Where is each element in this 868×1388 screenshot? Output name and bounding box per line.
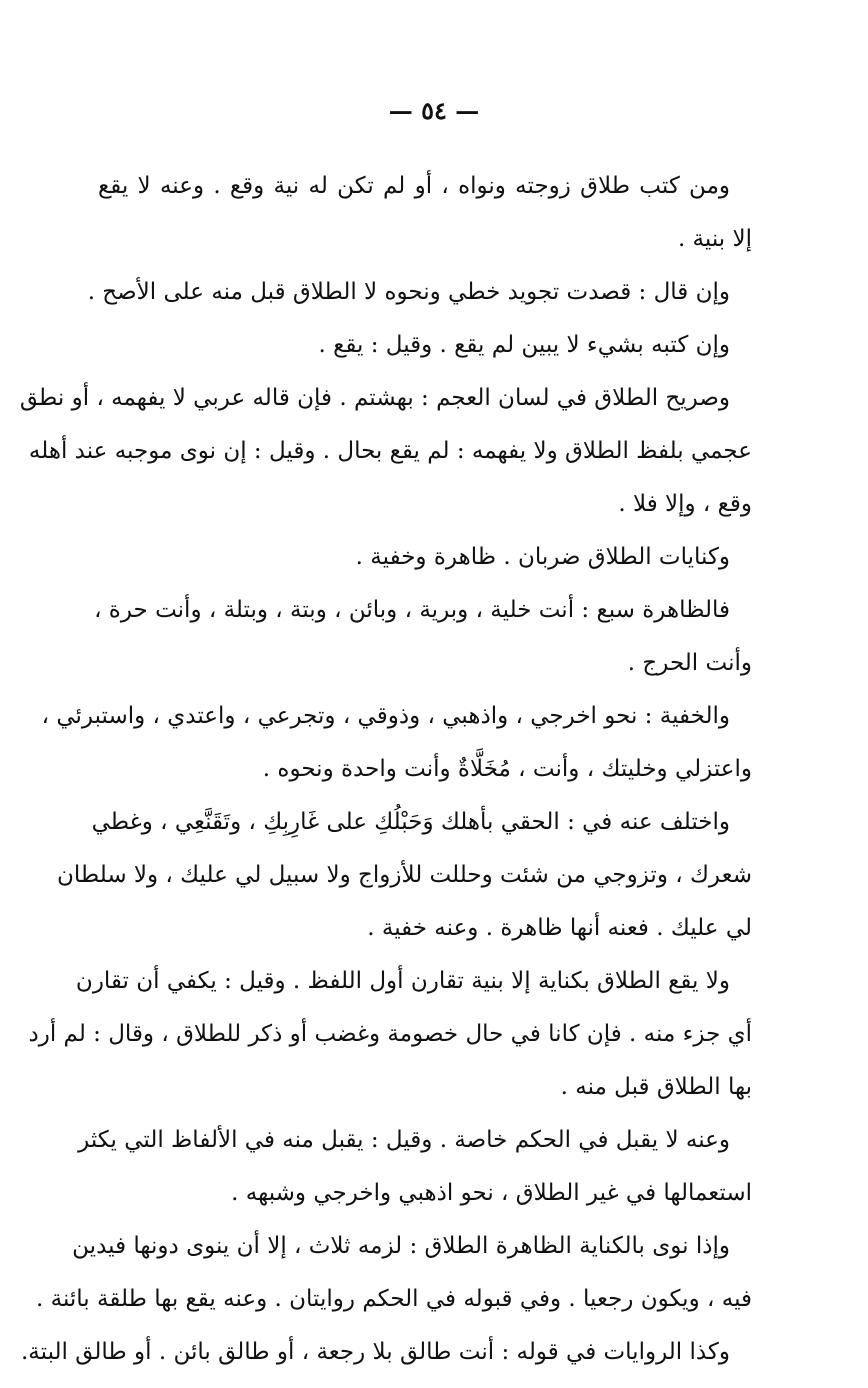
body-text bbox=[19, 160, 752, 1379]
text-line-21: وإذا نوى بالكناية الظاهرة الطلاق : لزمه ثلاث ، إلا أن ينوى دونها فيدين bbox=[72, 1233, 730, 1259]
text-line-11: والخفية : نحو اخرجي ، واذهبي ، وذوقي ، وتجرعي ، واعتدي ، واستبرئي ، bbox=[41, 703, 730, 729]
text-line-23: وكذا الروايات في قوله : أنت طالق بلا رجعة ، أو طالق بائن . أو طالق البتة. bbox=[20, 1339, 730, 1365]
text-line-19: وعنه لا يقبل في الحكم خاصة . وقيل : يقبل منه في الألفاظ التي يكثر bbox=[78, 1127, 730, 1153]
text-line-8: وكنايات الطلاق ضربان . ظاهرة وخفية . bbox=[355, 544, 730, 570]
text-line-15: لي عليك . فعنه أنها ظاهرة . وعنه خفية . bbox=[367, 915, 752, 941]
text-line-9: فالظاهرة سبع : أنت خلية ، وبرية ، وبائن ، وبتة ، وبتلة ، وأنت حرة ، bbox=[94, 597, 730, 623]
text-line-4: وإن كتبه بشيء لا يبين لم يقع . وقيل : يقع . bbox=[318, 332, 730, 358]
text-line-6: عجمي بلفظ الطلاق ولا يفهمه : لم يقع بحال . وقيل : إن نوى موجبه عند أهله bbox=[28, 438, 752, 464]
text-line-17: أي جزء منه . فإن كانا في حال خصومة وغضب أو ذكر للطلاق ، وقال : لم أرد bbox=[28, 1021, 752, 1047]
text-line-10: وأنت الحرج . bbox=[627, 650, 752, 676]
page-number: — ٥٤ — bbox=[388, 96, 480, 125]
text-line-7: وقع ، وإلا فلا . bbox=[618, 491, 752, 517]
text-line-1: ومن كتب طلاق زوجته ونواه ، أو لم تكن له نية وقع . وعنه لا يقع bbox=[98, 173, 730, 199]
text-line-20: استعمالها في غير الطلاق ، نحو اذهبي واخرجي وشبهه . bbox=[231, 1180, 752, 1206]
text-line-22: فيه ، ويكون رجعيا . وفي قبوله في الحكم روايتان . وعنه يقع بها طلقة بائنة . bbox=[36, 1286, 752, 1312]
text-line-13: واختلف عنه في : الحقي بأهلك وَحَبْلُكِ على غَارِبِكِ ، وتَقَنَّعِي ، وغطي bbox=[91, 809, 730, 835]
text-line-5: وصريح الطلاق في لسان العجم : بهشتم . فإن قاله عربي لا يفهمه ، أو نطق bbox=[19, 385, 730, 411]
text-line-2: إلا بنية . bbox=[677, 226, 752, 252]
text-line-16: ولا يقع الطلاق بكناية إلا بنية تقارن أول اللفظ . وقيل : يكفي أن تقارن bbox=[75, 968, 730, 994]
text-line-14: شعرك ، وتزوجي من شئت وحللت للأزواج ولا سبيل لي عليك ، ولا سلطان bbox=[56, 862, 752, 888]
text-line-12: واعتزلي وخليتك ، وأنت ، مُخَلَّاةٌ وأنت واحدة ونحوه . bbox=[262, 756, 752, 782]
text-line-3: وإن قال : قصدت تجويد خطي ونحوه لا الطلاق قبل منه على الأصح . bbox=[87, 279, 730, 305]
text-line-18: بها الطلاق قبل منه . bbox=[560, 1074, 752, 1100]
